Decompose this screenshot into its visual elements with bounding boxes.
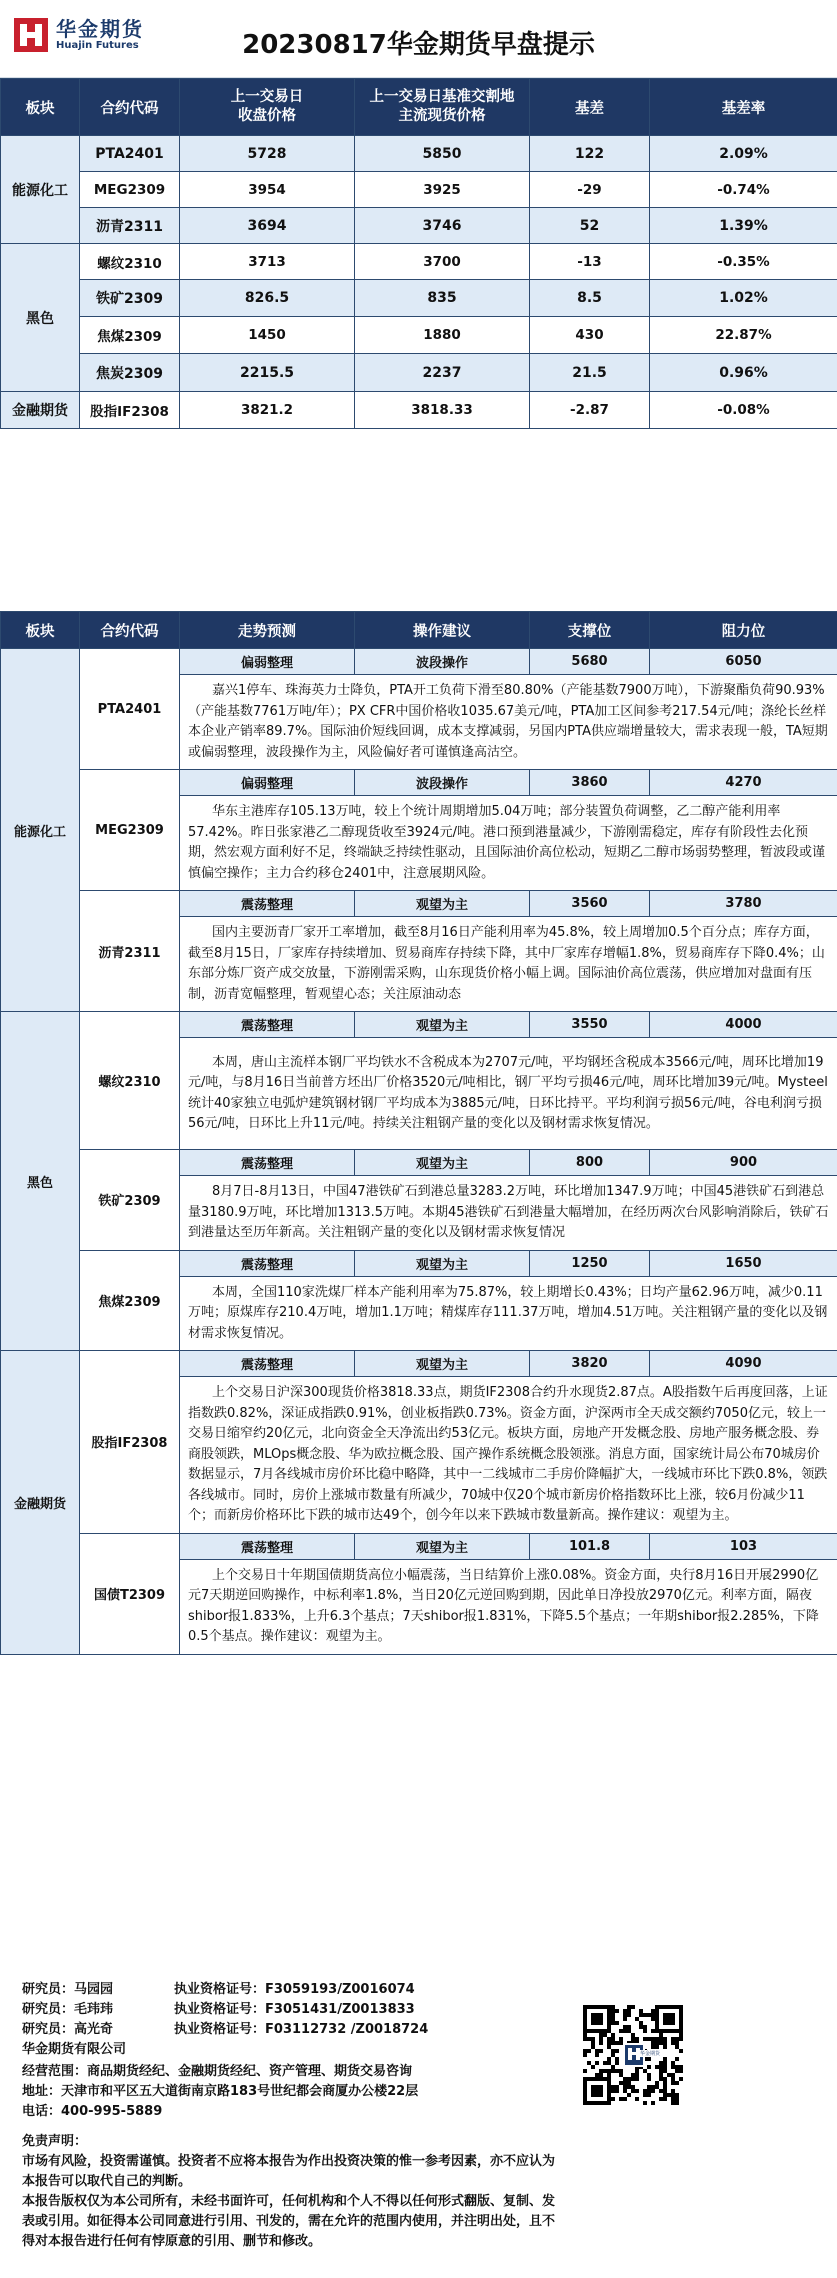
basis-rate: -0.74% xyxy=(650,172,837,208)
sector-cell: 能源化工 xyxy=(1,136,80,244)
header-bar xyxy=(0,0,837,78)
close-price: 3713 xyxy=(180,244,355,280)
col-close-price: 上一交易日 收盘价格 xyxy=(180,79,355,136)
commentary-text: 8月7日-8月13日，中国47港铁矿石到港总量3283.2万吨，环比增加1347.9万吨；中国45港铁矿石到港总量3180.9万吨，环比增加1313.5万吨。本期45港铁矿石到港量大幅增加，在经历两次台风影响消除后，铁矿石到港量达至历年新高。关注粗钢产量的变化以及钢材需求恢复情况 xyxy=(180,1176,837,1251)
basis-value: 8.5 xyxy=(530,280,650,317)
contract-code: MEG2309 xyxy=(80,172,180,208)
qr-code xyxy=(578,2000,688,2110)
resistance-level: 4000 xyxy=(650,1012,837,1038)
company-address: 地址：天津市和平区五大道街南京路183号世纪都会商厦办公楼22层 xyxy=(22,2084,419,2099)
col-resistance: 阻力位 xyxy=(650,612,837,649)
spot-price: 3746 xyxy=(355,208,530,244)
strategy-row xyxy=(1,891,837,917)
advice: 观望为主 xyxy=(355,891,530,917)
sector-cell: 能源化工 xyxy=(1,649,80,1012)
contract-code: MEG2309 xyxy=(80,770,180,891)
resistance-level: 4270 xyxy=(650,770,837,796)
page-title: 20230817华金期货早盘提示 xyxy=(242,30,595,60)
col-advice: 操作建议 xyxy=(355,612,530,649)
col-trend: 走势预测 xyxy=(180,612,355,649)
strategy-row xyxy=(1,770,837,796)
advice: 观望为主 xyxy=(355,1012,530,1038)
basis-rate: -0.35% xyxy=(650,244,837,280)
commentary-text: 嘉兴1停车、珠海英力士降负，PTA开工负荷下滑至80.80%（产能基数7900万吨），下游聚酯负荷90.93%（产能基数7761万吨/年）；PX CFR中国价格收1035.67美元/吨，PTA加工区间参考217.54元/吨；涤纶长丝样本企业产销率89.7%。国际油价短线回调，成本支撑减弱，另国内PTA供应端增量较大，需求表现一般，TA短期或偏弱整理，波段操作为主，风险偏好者可谨慎逢高沽空。 xyxy=(180,675,837,770)
basis-row xyxy=(1,392,837,429)
trend: 震荡整理 xyxy=(180,891,355,917)
spot-price: 3700 xyxy=(355,244,530,280)
col-spot-price: 上一交易日基准交割地 主流现货价格 xyxy=(355,79,530,136)
logo-english-name: Huajin Futures xyxy=(56,40,139,51)
contract-code: 国债T2309 xyxy=(80,1533,180,1654)
qr-brand-label: 华金期货 xyxy=(640,2051,661,2057)
commentary-text: 国内主要沥青厂家开工率增加，截至8月16日产能利用率为45.8%，较上周增加0.5个百分点；库存方面，截至8月15日，厂家库存持续增加、贸易商库存持续下降，其中厂家库存增幅1.8%，贸易商库存下降0.4%；山东部分炼厂资产成交放量，下游刚需采购，山东现货价格小幅上调。国际油价高位震荡，供应增加对盘面有压制，沥青宽幅整理，暂观望心态；关注原油动态 xyxy=(180,917,837,1012)
strategy-row xyxy=(1,1150,837,1176)
close-price: 5728 xyxy=(180,136,355,172)
strategy-row xyxy=(1,1351,837,1377)
contract-code: 焦煤2309 xyxy=(80,317,180,354)
disclaimer-copyright: 本报告版权仅为本公司所有，未经书面许可，任何机构和个人不得以任何形式翻版、复制、发表或引用。如征得本公司同意进行引用、刊发的，需在允许的范围内使用，并注明出处，且不得对本报告进行任何有悖原意的引用、删节和修改。 xyxy=(22,2194,556,2249)
trend: 偏弱整理 xyxy=(180,649,355,675)
resistance-level: 103 xyxy=(650,1533,837,1559)
spot-price: 1880 xyxy=(355,317,530,354)
contract-code: 沥青2311 xyxy=(80,208,180,244)
basis-value: -13 xyxy=(530,244,650,280)
analyst-1: 研究员：马园园 执业资格证号：F3059193/Z0016074 xyxy=(22,1982,415,1997)
spot-price: 2237 xyxy=(355,354,530,392)
strategy-table xyxy=(0,611,837,1655)
company-phone: 电话：400-995-5889 xyxy=(22,2104,163,2119)
close-price: 2215.5 xyxy=(180,354,355,392)
resistance-level: 3780 xyxy=(650,891,837,917)
close-price: 3954 xyxy=(180,172,355,208)
basis-rate: -0.08% xyxy=(650,392,837,429)
basis-rate: 1.39% xyxy=(650,208,837,244)
support-level: 3820 xyxy=(530,1351,650,1377)
close-price: 3694 xyxy=(180,208,355,244)
col-sector: 板块 xyxy=(1,612,80,649)
advice: 观望为主 xyxy=(355,1351,530,1377)
advice: 波段操作 xyxy=(355,770,530,796)
footer xyxy=(0,1980,837,2278)
contract-code: 股指IF2308 xyxy=(80,392,180,429)
contract-code: 焦煤2309 xyxy=(80,1250,180,1351)
support-level: 800 xyxy=(530,1150,650,1176)
company-name: 华金期货有限公司 xyxy=(22,2042,127,2057)
commentary-text: 本周，唐山主流样本钢厂平均铁水不含税成本为2707元/吨，平均钢坯含税成本3566元/吨，周环比增加19元/吨，与8月16日当前普方坯出厂价格3520元/吨相比，钢厂平均亏损46元/吨，周环比增加39元/吨。Mysteel统计40家独立电弧炉建筑钢材钢厂平均成本为3885元/吨，日环比持平。平均利润亏损56元/吨，谷电利润亏损56元/吨，日环比上升11元/吨。持续关注粗钢产量的变化以及钢材需求恢复情况。 xyxy=(180,1038,837,1150)
commentary-text: 上个交易日沪深300现货价格3818.33点，期货IF2308合约升水现货2.87点。A股指数午后再度回落，上证指数跌0.82%，深证成指跌0.91%，创业板指跌0.73%。资金方面，沪深两市全天成交额约7050亿元，较上一交易日缩窄约20亿元，北向资金全天净流出约53亿元。板块方面，房地产开发概念股、房地产服务概念股、券商股领跌，MLOps概念股、华为欧拉概念股、国产操作系统概念股领涨。消息方面，国家统计局公布70城房价数据显示，7月各线城市房价环比稳中略降，其中一二线城市二手房价降幅扩大，一线城市环比下跌0.8%，领跌各线城市。同时，房价上涨城市数量有所减少，70城中仅20个城市新房价格指数环比上涨，较6月份减少11个；而新房价格环比下跌的城市达49个，创今年以来下跌城市数量新高。操作建议：观望为主。 xyxy=(180,1377,837,1534)
basis-rate: 1.02% xyxy=(650,280,837,317)
basis-value: -29 xyxy=(530,172,650,208)
contract-code: 螺纹2310 xyxy=(80,1012,180,1150)
col-contract: 合约代码 xyxy=(80,79,180,136)
business-scope: 经营范围：商品期货经纪、金融期货经纪、资产管理、期货交易咨询 xyxy=(22,2064,413,2079)
support-level: 1250 xyxy=(530,1250,650,1276)
disclaimer-risk: 市场有风险，投资需谨慎。投资者不应将本报告为作出投资决策的惟一参考因素，亦不应认为本报告可以取代自己的判断。 xyxy=(22,2154,556,2189)
sector-cell: 黑色 xyxy=(1,1012,80,1351)
basis-rate: 2.09% xyxy=(650,136,837,172)
basis-table xyxy=(0,78,837,429)
advice: 观望为主 xyxy=(355,1533,530,1559)
resistance-level: 900 xyxy=(650,1150,837,1176)
spot-price: 3925 xyxy=(355,172,530,208)
close-price: 1450 xyxy=(180,317,355,354)
analyst-3: 研究员：高光奇 执业资格证号：F03112732 /Z0018724 xyxy=(22,2022,429,2037)
basis-value: -2.87 xyxy=(530,392,650,429)
basis-row xyxy=(1,280,837,317)
basis-value: 430 xyxy=(530,317,650,354)
commentary-text: 华东主港库存105.13万吨，较上个统计周期增加5.04万吨；部分装置负荷调整，乙二醇产能利用率57.42%。昨日张家港乙二醇现货收至3924元/吨。港口预到港量减少，下游刚需稳定，库存有阶段性去化预期，然宏观方面利好不足，终端缺乏持续性驱动，且国际油价高位松动，短期乙二醇市场弱势整理，暂波段或谨慎偏空操作；主力合约移仓2401中，注意展期风险。 xyxy=(180,796,837,891)
col-sector: 板块 xyxy=(1,79,80,136)
contract-code: 螺纹2310 xyxy=(80,244,180,280)
close-price: 3821.2 xyxy=(180,392,355,429)
analyst-2: 研究员：毛玮玮 执业资格证号：F3051431/Z0013833 xyxy=(22,2002,415,2017)
contract-code: 沥青2311 xyxy=(80,891,180,1012)
basis-value: 122 xyxy=(530,136,650,172)
contract-code: 焦炭2309 xyxy=(80,354,180,392)
resistance-level: 4090 xyxy=(650,1351,837,1377)
basis-row xyxy=(1,244,837,280)
support-level: 3860 xyxy=(530,770,650,796)
basis-row xyxy=(1,136,837,172)
col-contract: 合约代码 xyxy=(80,612,180,649)
strategy-row xyxy=(1,1012,837,1038)
strategy-row xyxy=(1,1533,837,1559)
commentary-text: 上个交易日十年期国债期货高位小幅震荡，当日结算价上涨0.08%。资金方面，央行8月16日开展2990亿元7天期逆回购操作，中标利率1.8%，当日20亿元逆回购到期，因此单日净投放2970亿元。利率方面，隔夜shibor报1.833%，上升6.3个基点；7天shibor报1.831%，下降5.5个基点；一年期shibor报2.285%，下降0.5个基点。操作建议：观望为主。 xyxy=(180,1559,837,1654)
trend: 震荡整理 xyxy=(180,1012,355,1038)
contract-code: PTA2401 xyxy=(80,136,180,172)
resistance-level: 6050 xyxy=(650,649,837,675)
support-level: 101.8 xyxy=(530,1533,650,1559)
support-level: 3550 xyxy=(530,1012,650,1038)
trend: 偏弱整理 xyxy=(180,770,355,796)
col-support: 支撑位 xyxy=(530,612,650,649)
close-price: 826.5 xyxy=(180,280,355,317)
basis-row xyxy=(1,208,837,244)
strategy-table-header xyxy=(1,612,837,649)
logo-chinese-name: 华金期货 xyxy=(56,17,144,41)
basis-rate: 0.96% xyxy=(650,354,837,392)
spot-price: 3818.33 xyxy=(355,392,530,429)
sector-cell: 金融期货 xyxy=(1,1351,80,1655)
basis-row xyxy=(1,317,837,354)
basis-value: 52 xyxy=(530,208,650,244)
sector-cell: 金融期货 xyxy=(1,392,80,429)
trend: 震荡整理 xyxy=(180,1250,355,1276)
advice: 波段操作 xyxy=(355,649,530,675)
trend: 震荡整理 xyxy=(180,1351,355,1377)
sector-cell: 黑色 xyxy=(1,244,80,392)
resistance-level: 1650 xyxy=(650,1250,837,1276)
spot-price: 5850 xyxy=(355,136,530,172)
col-basis-rate: 基差率 xyxy=(650,79,837,136)
basis-row xyxy=(1,172,837,208)
qr-code-icon xyxy=(578,2000,688,2110)
strategy-row xyxy=(1,649,837,675)
strategy-row xyxy=(1,1250,837,1276)
spot-price: 835 xyxy=(355,280,530,317)
trend: 震荡整理 xyxy=(180,1150,355,1176)
commentary-text: 本周，全国110家洗煤厂样本产能利用率为75.87%，较上期增长0.43%；日均产量62.96万吨，减少0.11万吨；原煤库存210.4万吨，增加1.1万吨；精煤库存111.37万吨，增加4.51万吨。关注粗钢产量的变化以及钢材需求恢复情况。 xyxy=(180,1276,837,1351)
contract-code: 股指IF2308 xyxy=(80,1351,180,1534)
trend: 震荡整理 xyxy=(180,1533,355,1559)
basis-rate: 22.87% xyxy=(650,317,837,354)
support-level: 3560 xyxy=(530,891,650,917)
basis-value: 21.5 xyxy=(530,354,650,392)
contract-code: 铁矿2309 xyxy=(80,280,180,317)
col-basis: 基差 xyxy=(530,79,650,136)
advice: 观望为主 xyxy=(355,1250,530,1276)
basis-table-header xyxy=(1,79,837,136)
basis-row xyxy=(1,354,837,392)
advice: 观望为主 xyxy=(355,1150,530,1176)
contract-code: PTA2401 xyxy=(80,649,180,770)
support-level: 5680 xyxy=(530,649,650,675)
contract-code: 铁矿2309 xyxy=(80,1150,180,1251)
disclaimer-title: 免责声明： xyxy=(22,2134,88,2149)
